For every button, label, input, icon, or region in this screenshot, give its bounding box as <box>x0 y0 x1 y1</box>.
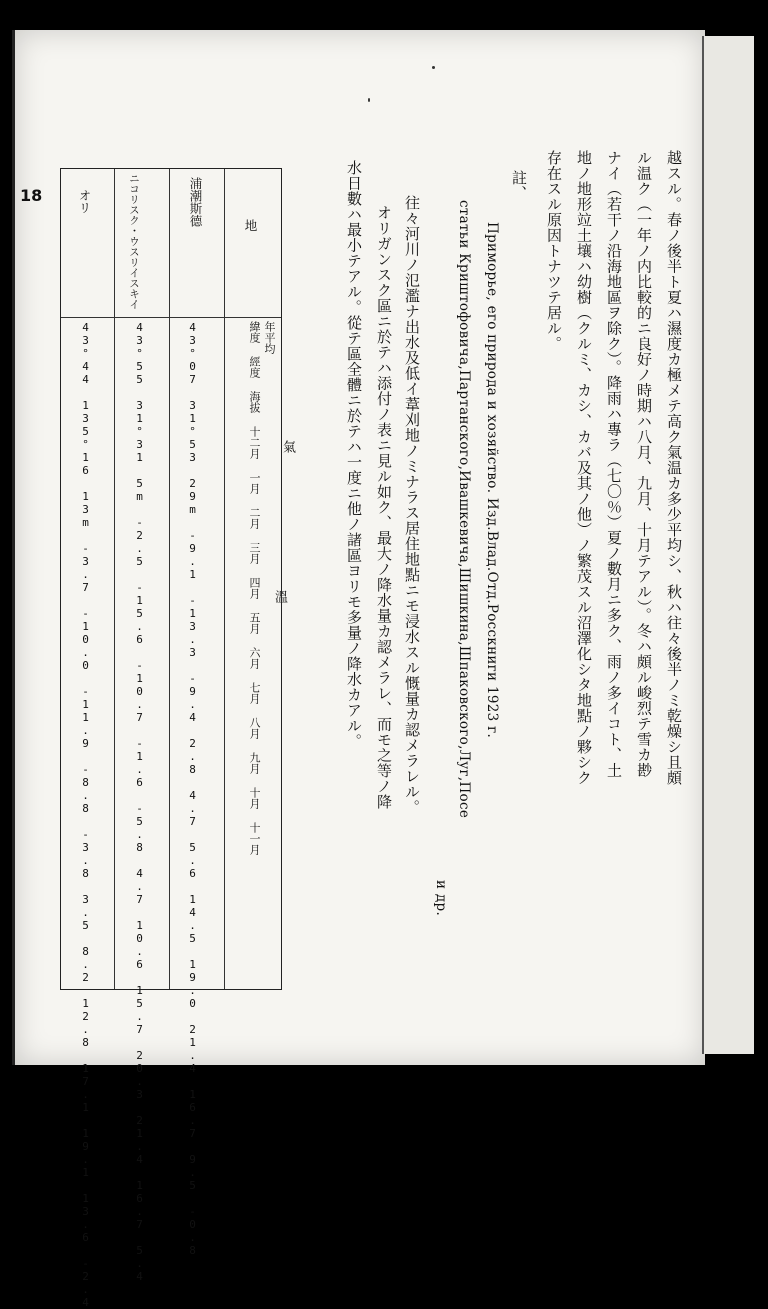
table-subtitle: 溫 <box>272 590 287 603</box>
row-header-nikolsk: ニコリスク・ウスリイスキイ <box>128 173 140 310</box>
note-label: 註、 <box>510 170 528 201</box>
column-header-annual: 年平均 <box>263 321 276 354</box>
row-vladivostok: 43°07 31°53 29m -9.1 -13.3 -9.4 2.8 4.7 5.6 14.5 19.0 21.4 16.7 9.5 -0.8 <box>186 321 199 1257</box>
body-line-3: ナイ（若干ノ沿海地區ヲ除ク）。降雨ハ專ラ（七〇％）夏ノ數月ニ多ク、雨ノ多イコト、土 <box>605 150 623 778</box>
temperature-table <box>60 168 282 1309</box>
note-line-3: и др. <box>433 880 449 917</box>
table-header-rule <box>61 317 281 318</box>
body2-line-1: 往々河川ノ氾濫ナ出水及低イ葦刈地ノミナラス居住地點ニモ浸水スル慨量カ認メラレル。 <box>403 195 421 815</box>
note-line-1: Приморье, его природа и хозяйство. Изд.Влад.Отд.Росскниги 1923 г. <box>484 222 500 739</box>
table-divider <box>169 169 170 989</box>
table-title: 氣 <box>280 440 295 459</box>
body2-line-2: オリガンスク區ニ於テハ添付ノ表ニ見ル如ク、最大ノ降水量カ認メラレ、而モ之等ノ降 <box>375 205 393 810</box>
table-divider <box>114 169 115 989</box>
row-olga: 43°44 135°16 13m -3.7 -10.0 -11.9 -8.8 -3.8 3.5 8.2 12.8 17.1 19.1 13.6 -2.4 <box>79 321 92 1309</box>
body-line-4: 地ノ地形竝土壤ハ幼樹（クルミ、カシ、カバ及其ノ他）ノ繁茂スル沼澤化シタ地點ノ夥シク <box>575 150 593 786</box>
body2-line-3: 水日數ハ最小テアル。從テ區全體ニ於テハ一度ニ他ノ諸區ヨリモ多量ノ降水カアル。 <box>345 160 363 749</box>
note-line-2: статьи Криштофовича,Партанского,Ивашкевича,Шишкина,Шпаковского,Луг,Посе <box>456 200 472 819</box>
table-divider <box>224 169 225 989</box>
column-headers: 緯度 經度 海拔 十二月 一月 二月 三月 四月 五月 六月 七月 八月 九月 十月 十一月 <box>248 321 261 855</box>
scan-speck <box>368 98 370 102</box>
row-header-vladivostok: 浦潮斯德 <box>188 177 203 227</box>
page-number: 18 <box>20 186 43 205</box>
body-line-5: 存在スル原因トナツテ居ル。 <box>545 150 563 352</box>
row-nikolsk: 43°55 31°31 5m -2.5 -15.6 -10.7 -1.6 -5.8 4.7 10.6 15.7 20.3 21.4 16.7 5.4 <box>133 321 146 1283</box>
book-spine <box>702 36 754 1054</box>
body-line-1: 越スル。春ノ後半ト夏ハ濕度カ極メテ高ク氣温カ多少平均シ、秋ハ往々後半ノミ乾燥シ且頗 <box>665 150 683 786</box>
row-header-olga: オリ <box>77 189 92 214</box>
body-line-2: ル温ク（一年ノ内比較的ニ良好ノ時期ハ八月、九月、十月テアル）。冬ハ頗ル峻烈テ雪カ尠 <box>635 150 653 778</box>
scan-speck <box>432 66 435 69</box>
row-header-label: 地 <box>243 219 258 232</box>
